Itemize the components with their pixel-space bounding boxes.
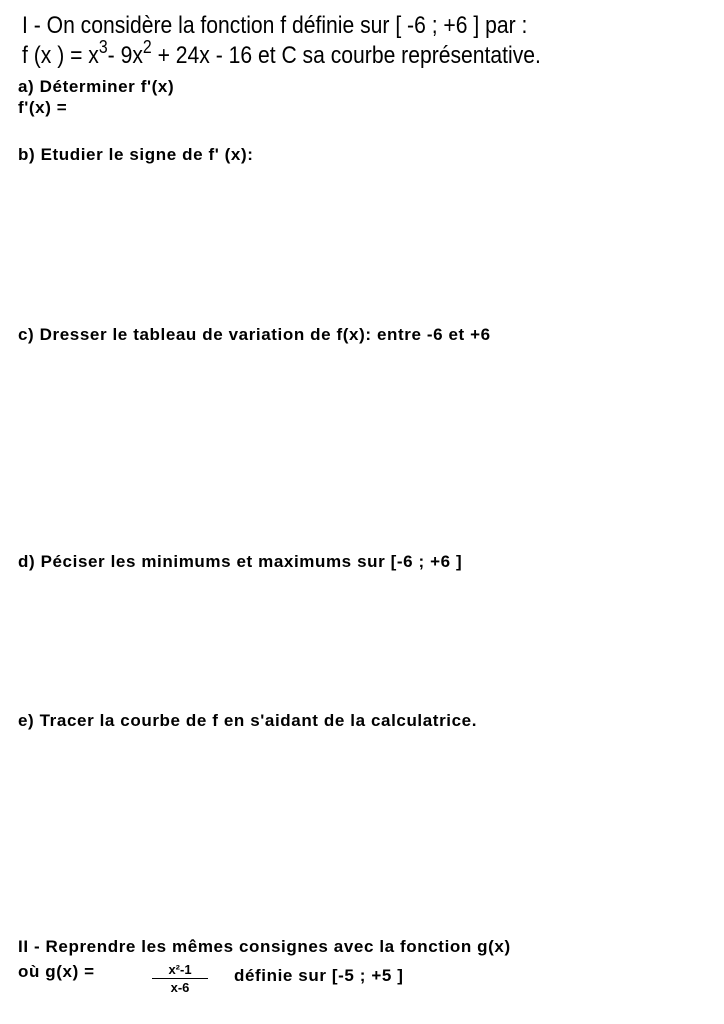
function-middle: - 9x <box>107 42 143 69</box>
function-prefix: f (x ) = x <box>22 42 99 69</box>
exercise-title-line1: I - On considère la fonction f définie sur [ -6 ; +6 ] par : <box>22 12 528 39</box>
exponent-2: 2 <box>142 37 152 57</box>
g-fraction <box>152 962 208 995</box>
part2-instruction: II - Reprendre les mêmes consignes avec la fonction g(x) <box>18 937 511 956</box>
question-d: d) Péciser les minimums et maximums sur [-6 ; +6 ] <box>18 552 463 571</box>
question-b: b) Etudier le signe de f' (x): <box>18 145 254 164</box>
part2-g-prefix: où g(x) = <box>18 962 95 981</box>
g-fraction-denominator: x-6 <box>170 980 190 995</box>
function-suffix: + 24x - 16 et C sa courbe représentative. <box>157 42 541 69</box>
g-fraction-numerator: x²-1 <box>152 962 208 979</box>
part2-domain: définie sur [-5 ; +5 ] <box>234 966 404 985</box>
question-e: e) Tracer la courbe de f en s'aidant de la calculatrice. <box>18 711 478 730</box>
function-definition-line <box>22 37 541 70</box>
question-a-answer: f'(x) = <box>18 98 68 117</box>
question-a-label: a) Déterminer f'(x) <box>18 77 175 96</box>
exponent-3: 3 <box>98 37 108 57</box>
question-c: c) Dresser le tableau de variation de f(x): entre -6 et +6 <box>18 325 491 344</box>
